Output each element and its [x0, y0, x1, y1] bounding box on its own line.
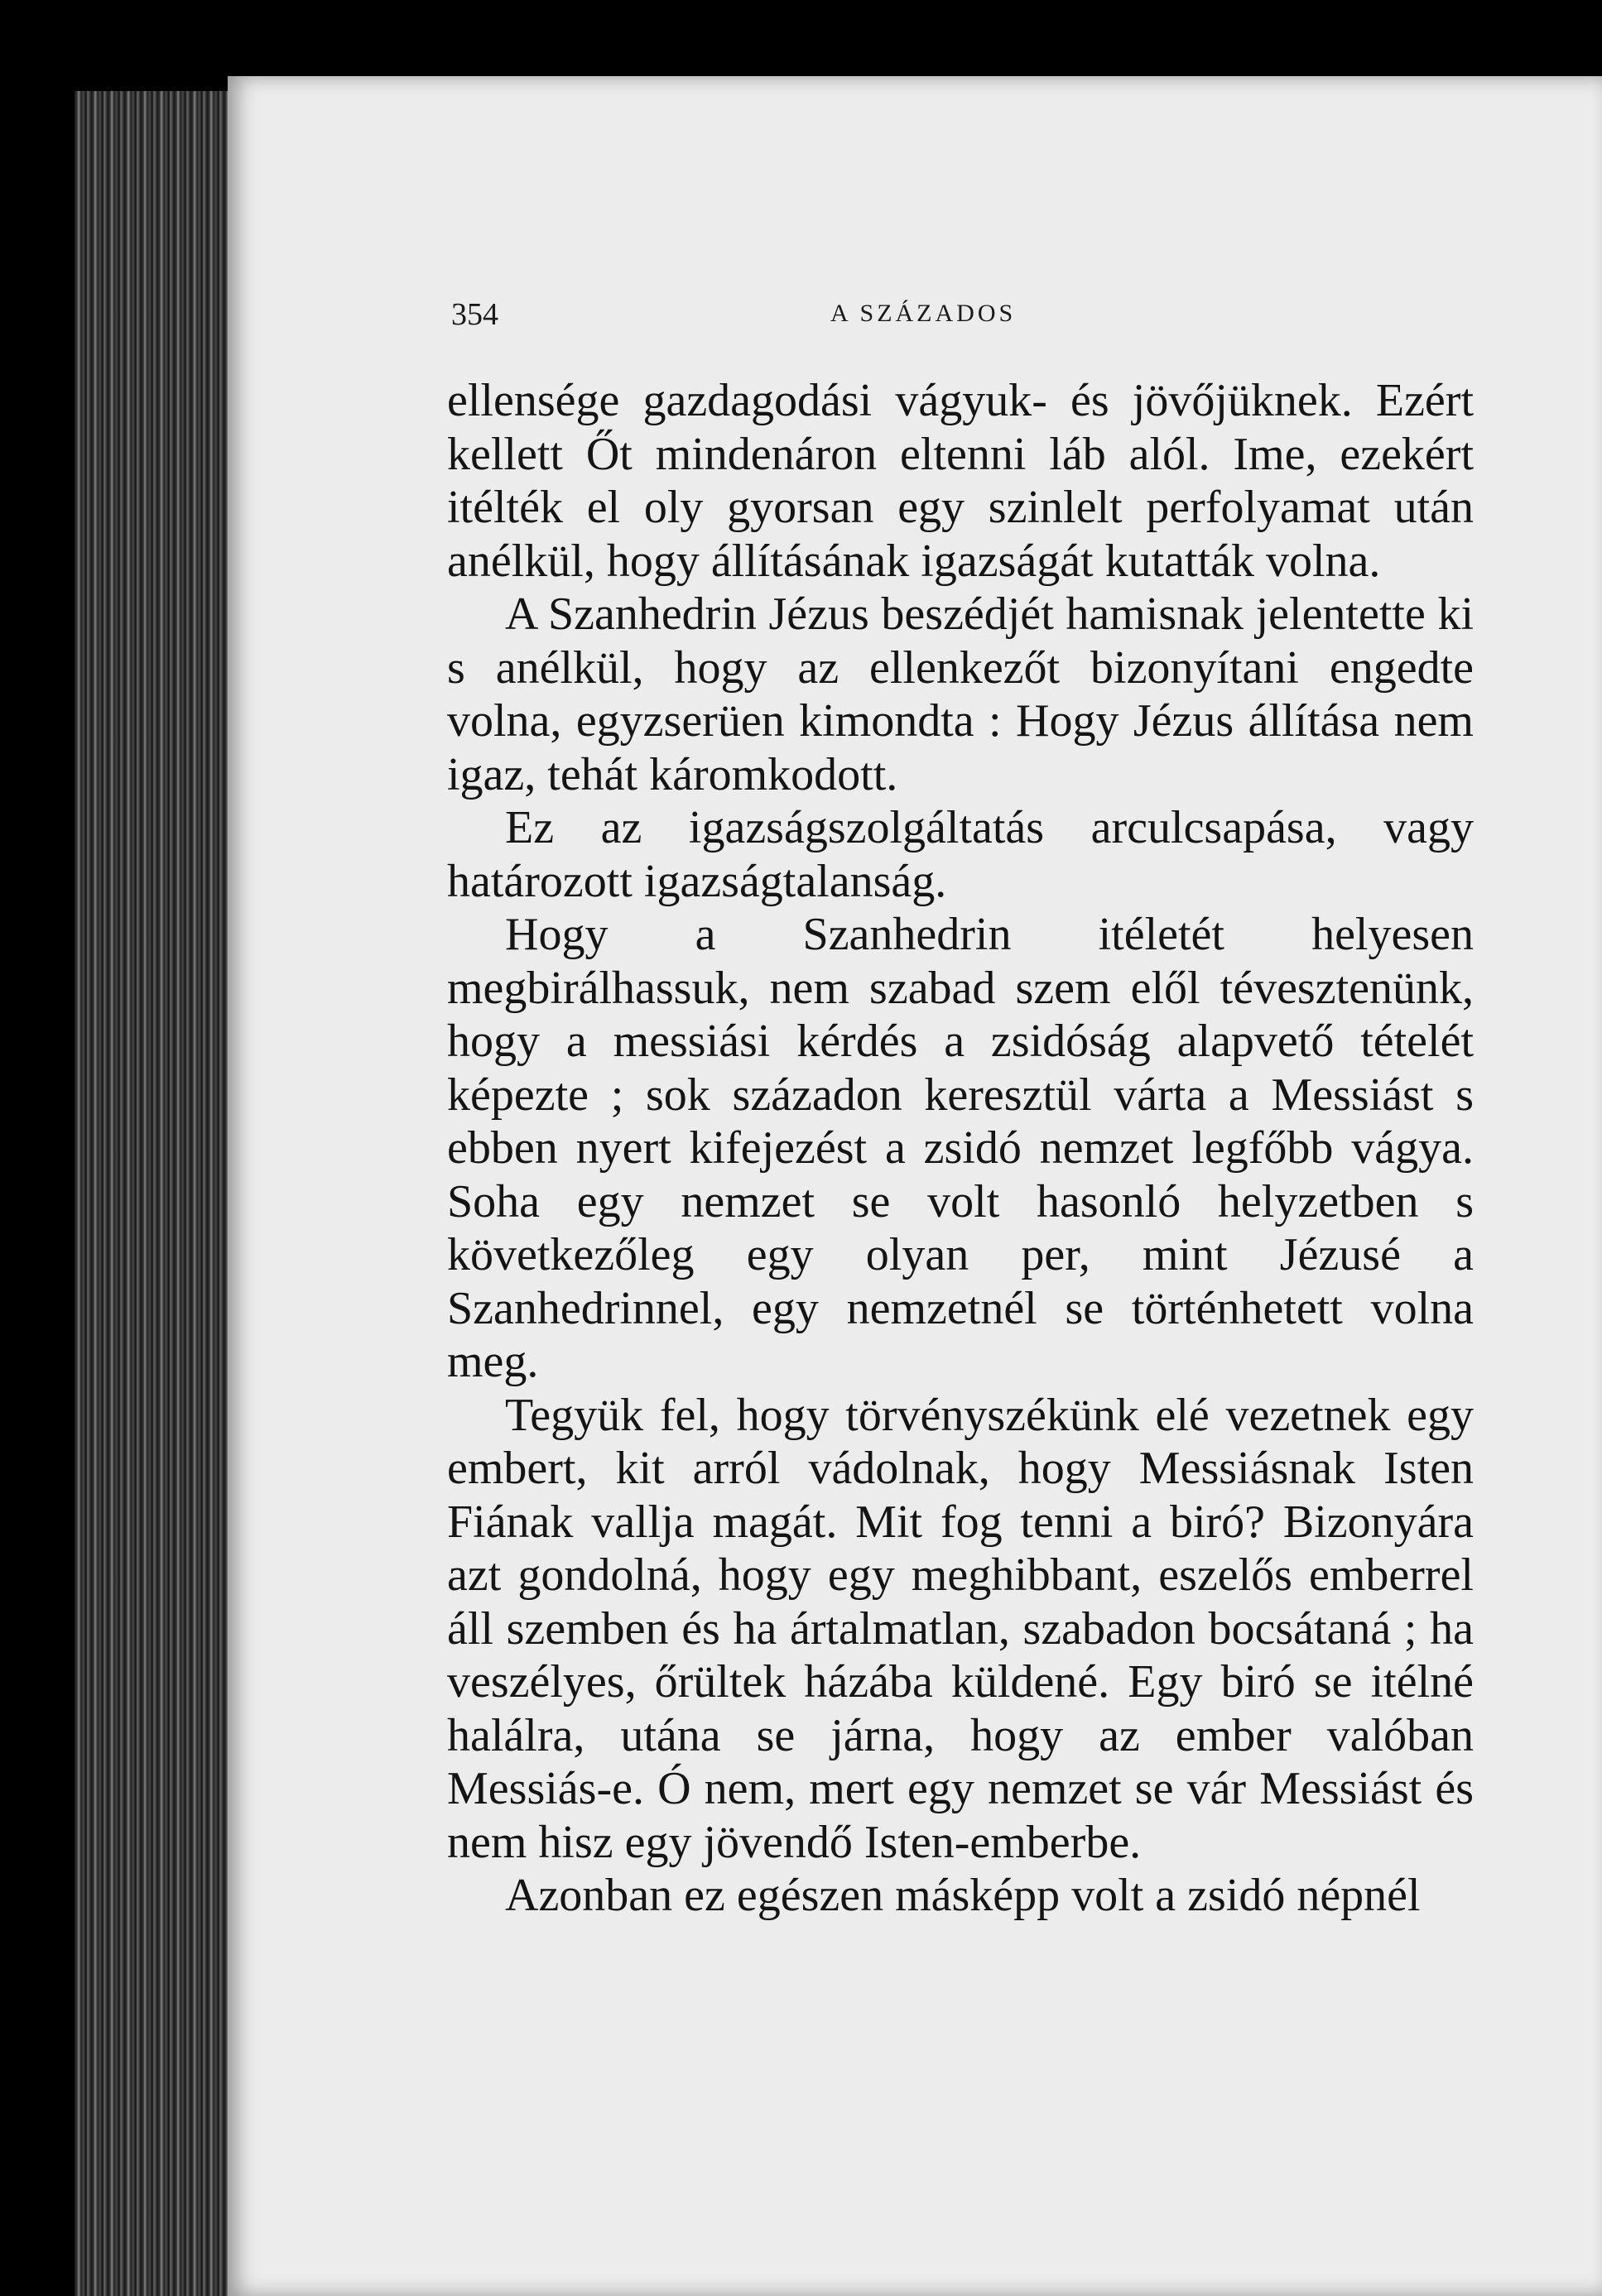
page-header: [451, 296, 1470, 338]
book-page-edges: [75, 91, 240, 2296]
paragraph: A Szanhedrin Jézus beszédjét hamisnak jelentette ki s anélkül, hogy az ellenkezőt bizonyítani engedte volna, egyzserüen kimondta : Hogy Jézus állítása nem igaz, tehát káromkodott.: [447, 588, 1474, 800]
page-number: 354: [451, 297, 498, 332]
paragraph: ellensége gazdagodási vágyuk- és jövőjüknek. Ezért kellett Őt mindenáron eltenni láb alól. Ime, ezekért itélték el oly gyorsan egy szinlelt perfolyamat után anélkül, hogy állításának igazságát kutatták volna.: [447, 375, 1474, 587]
paragraph: Hogy a Szanhedrin itéletét helyesen megbirálhassuk, nem szabad szem elől tévesztenünk, hogy a messiási kérdés a zsidóság alapvető tételét képezte ; sok századon keresztül várta a Messiást s ebben nyert kifejezést a zsidó nemzet legfőbb vágya. Soha egy nemzet se volt hasonló helyzetben s következőleg egy olyan per, mint Jézusé a Szanhedrinnel, egy nemzetnél se történhetett volna meg.: [447, 909, 1474, 1387]
paragraph: Ez az igazságszolgáltatás arculcsapása, vagy határozott igazságtalanság.: [447, 802, 1474, 907]
paragraph: Azonban ez egészen másképp volt a zsidó népnél: [505, 1870, 1421, 1921]
running-title: A SZÁZADOS: [830, 300, 1017, 327]
paragraph: Tegyük fel, hogy törvényszékünk elé vezetnek egy embert, kit arról vádolnak, hogy Messiásnak Isten Fiának vallja magát. Mit fog tenni a biró? Bizonyára azt gondolná, hogy egy meghibbant, eszelős emberrel áll szemben és ha ártalmatlan, szabadon bocsátaná ; ha veszélyes, őrültek házába küldené. Egy biró se itélné halálra, utána se járna, hogy az ember valóban Messiás-e. Ó nem, mert egy nemzet se vár Messiást és nem hisz egy jövendő Isten-emberbe.: [447, 1389, 1474, 1868]
body-text: [447, 374, 1474, 1923]
